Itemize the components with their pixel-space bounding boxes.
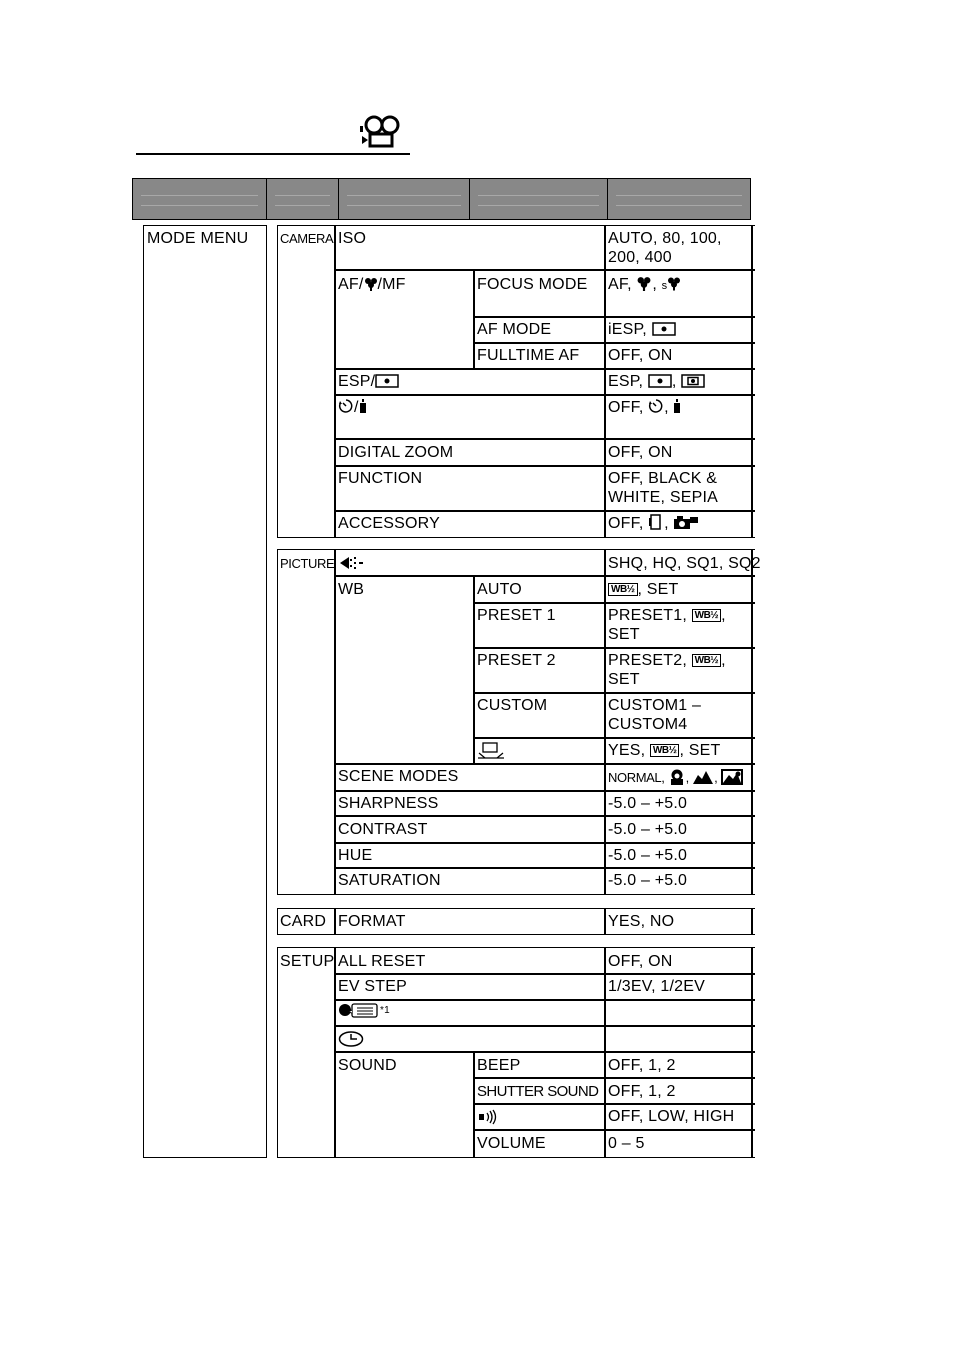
sound-label: SOUND — [338, 1057, 397, 1074]
esp-values: ESP, , — [608, 372, 705, 391]
wb-auto-label: AUTO — [477, 581, 522, 598]
beep-values: OFF, 1, 2 — [608, 1057, 676, 1074]
iso-values-2: 200, 400 — [608, 249, 672, 266]
header-cell-4 — [469, 178, 608, 220]
section-camera: CAMERA — [280, 231, 334, 246]
header-cell-5 — [607, 178, 751, 220]
remote-icon — [673, 398, 681, 414]
macro-flower-icon — [364, 277, 378, 291]
spot-metering-icon — [375, 374, 399, 388]
custom-values-2: CUSTOM4 — [608, 716, 688, 733]
wb-badge-icon: WB½ — [692, 654, 722, 667]
custom-label: CUSTOM — [477, 697, 548, 714]
shutter-sound-label: SHUTTER SOUND — [477, 1083, 599, 1100]
mode-menu-label: MODE MENU — [147, 230, 249, 247]
all-reset-label: ALL RESET — [338, 953, 426, 970]
af-mode-label: AF MODE — [477, 321, 552, 338]
quality-values: SHQ, HQ, SQ1, SQ2 — [608, 555, 761, 572]
volume-label: VOLUME — [477, 1135, 546, 1152]
fulltime-af-label: FULLTIME AF — [477, 347, 580, 364]
selftimer-label: / — [338, 398, 367, 417]
section-card: CARD — [280, 913, 327, 930]
converter-icon — [648, 514, 664, 530]
wb-label: WB — [338, 581, 365, 598]
sharpness-label: SHARPNESS — [338, 795, 439, 812]
esp-label: ESP/ — [338, 372, 399, 391]
landscape-portrait-icon — [721, 769, 743, 785]
preset1-label: PRESET 1 — [477, 607, 556, 624]
one-touch-wb-icon — [477, 742, 505, 760]
saturation-values: -5.0 – +5.0 — [608, 872, 688, 889]
remote-icon — [359, 398, 367, 414]
custom-values: CUSTOM1 – — [608, 697, 702, 714]
quality-icon — [339, 555, 365, 571]
preset2-label: PRESET 2 — [477, 652, 556, 669]
ev-step-values: 1/3EV, 1/2EV — [608, 978, 705, 995]
hue-label: HUE — [338, 847, 373, 864]
one-touch-wb-values: YES, WB½ , SET — [608, 742, 721, 759]
header-cell-2 — [266, 178, 339, 220]
focus-mode-label: FOCUS MODE — [477, 276, 588, 293]
preset1-values: PRESET1, WB½ , — [608, 607, 726, 624]
section-setup: SETUP — [280, 953, 335, 970]
language-icon — [338, 1001, 380, 1019]
sharpness-values: -5.0 – +5.0 — [608, 795, 688, 812]
digital-zoom-values: OFF, ON — [608, 444, 673, 461]
selftimer-values: OFF, , — [608, 398, 681, 417]
preset1-values-2: SET — [608, 626, 640, 643]
super-macro-icon: s — [661, 280, 668, 292]
wb-badge-icon: WB½ — [650, 744, 680, 757]
camera-accessory-icon — [673, 514, 699, 530]
iso-values: AUTO, 80, 100, — [608, 230, 722, 247]
spot-metering-icon — [648, 374, 672, 388]
wb-badge-icon: WB½ — [692, 609, 722, 622]
scene-modes-values: NORMAL, , , — [608, 769, 743, 786]
clock-icon — [338, 1031, 364, 1047]
heading-underline — [136, 153, 410, 155]
self-timer-icon — [648, 398, 664, 414]
accessory-values: OFF, , — [608, 514, 699, 533]
af-mode-values: iESP, — [608, 320, 676, 339]
focus-mode-values: AF, , s — [608, 275, 681, 296]
multi-metering-icon — [681, 374, 705, 388]
landscape-icon — [692, 769, 714, 785]
macro-flower-icon — [636, 276, 652, 291]
header-cell-3 — [338, 178, 470, 220]
function-values-2: WHITE, SEPIA — [608, 489, 718, 506]
wb-auto-values: WB½ , SET — [608, 580, 679, 599]
self-timer-icon — [338, 398, 354, 414]
fulltime-af-values: OFF, ON — [608, 347, 673, 364]
all-reset-values: OFF, ON — [608, 953, 673, 970]
spot-metering-icon — [652, 322, 676, 336]
contrast-label: CONTRAST — [338, 821, 428, 838]
digital-zoom-label: DIGITAL ZOOM — [338, 444, 454, 461]
ev-step-label: EV STEP — [338, 978, 407, 995]
function-label: FUNCTION — [338, 470, 423, 487]
wb-badge-icon: WB½ — [608, 583, 638, 596]
mode-menu-box — [143, 225, 267, 1158]
af-mf-label: AF/ /MF — [338, 276, 406, 293]
speaker-icon — [478, 1109, 500, 1125]
beep-label: BEEP — [477, 1057, 521, 1074]
shutter-sound-values: OFF, 1, 2 — [608, 1083, 676, 1100]
volume-values: 0 – 5 — [608, 1135, 645, 1152]
preset2-values: PRESET2, WB½ , — [608, 652, 726, 669]
language-label: *1 — [338, 1001, 390, 1020]
movie-camera-icon — [360, 114, 402, 150]
hue-values: -5.0 – +5.0 — [608, 847, 688, 864]
format-values: YES, NO — [608, 913, 675, 930]
saturation-label: SATURATION — [338, 872, 441, 889]
preset2-values-2: SET — [608, 671, 640, 688]
accessory-label: ACCESSORY — [338, 515, 440, 532]
portrait-icon — [668, 769, 686, 785]
section-picture: PICTURE — [280, 556, 335, 571]
iso-label: ISO — [338, 230, 367, 247]
contrast-values: -5.0 – +5.0 — [608, 821, 688, 838]
speaker-values: OFF, LOW, HIGH — [608, 1108, 735, 1125]
format-label: FORMAT — [338, 913, 406, 930]
header-cell-1 — [132, 178, 267, 220]
scene-modes-label: SCENE MODES — [338, 768, 459, 785]
function-values: OFF, BLACK & — [608, 470, 718, 487]
